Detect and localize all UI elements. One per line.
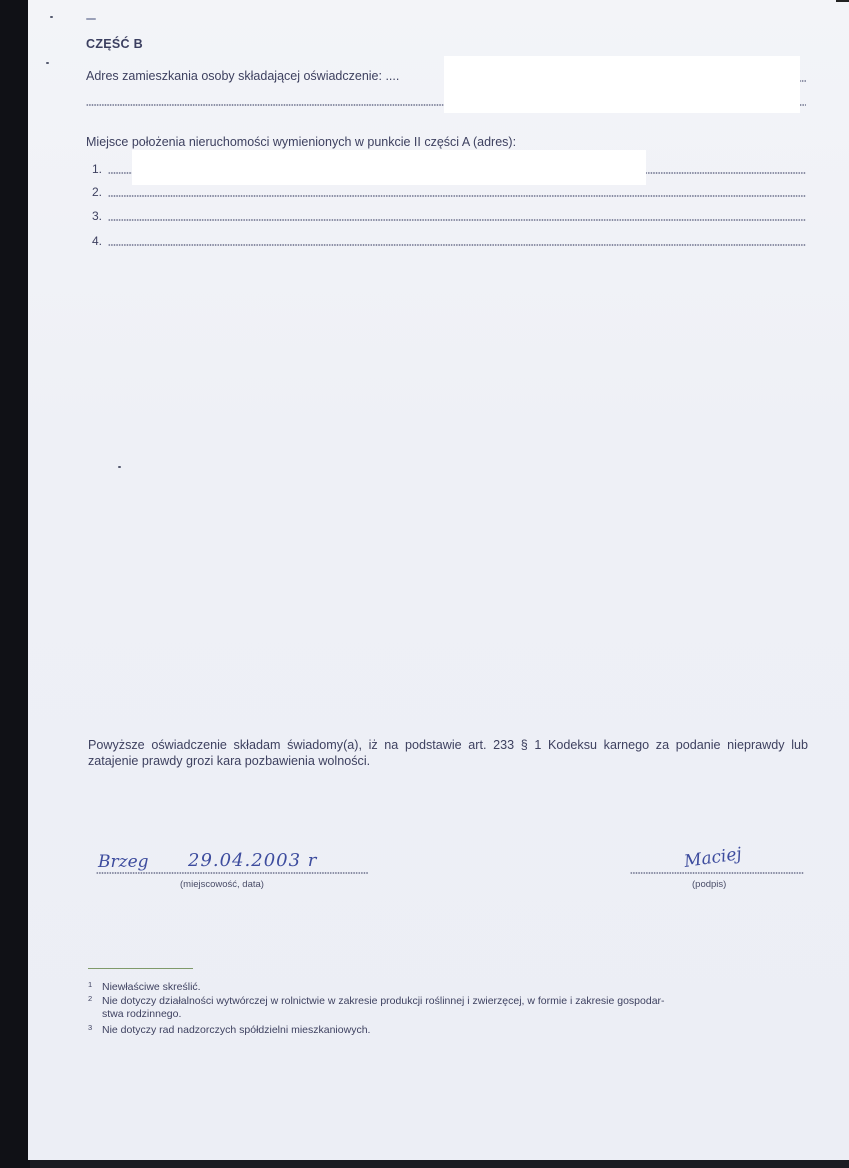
property-dotted-line [108,244,806,246]
scan-speck [46,62,49,64]
statement-text: Powyższe oświadczenie składam świadomy(a), iż na podstawie art. 233 § 1 Kodeksu karnego za podanie nieprawdy lub zatajenie prawdy grozi kara pozbawienia wolności. [88,738,808,768]
address-prompt: Adres zamieszkania osoby składającej oświadczenie: .... [86,69,400,83]
property-item-number: 2. [92,185,103,199]
document-page [28,0,849,1160]
signature-dotted-line [630,872,804,874]
footnote-number: 2 [88,994,93,1003]
scan-speck [50,16,53,18]
scan-speck [118,466,121,468]
handwritten-place: Brzeg [98,852,149,872]
footnote-text: Nie dotyczy działalności wytwórczej w rolnictwie w zakresie produkcji roślinnej i zwierzęcej, w formie i zakresie gospodar- [102,995,665,1007]
footnote-text: Nie dotyczy rad nadzorczych spółdzielni mieszkaniowych. [102,1024,371,1036]
property-dotted-line [108,219,806,221]
footnote-2 [88,992,818,1021]
place-date-dotted-line [96,872,368,874]
property-dotted-line [108,195,806,197]
address-redaction [444,56,800,113]
corner-mark [836,0,849,2]
property-prompt: Miejsce położenia nieruchomości wymienionych w punkcie II części A (adres): [86,135,517,149]
property-redaction [132,150,646,185]
property-item-number: 4. [92,234,103,248]
scan-speck [86,18,96,20]
property-item-number: 1. [92,162,103,176]
section-heading: CZĘŚĆ B [86,37,143,51]
footnote-text: Niewłaściwe skreślić. [102,981,201,993]
place-date-label: (miejscowość, data) [180,879,264,890]
property-item-number: 3. [92,209,103,223]
handwritten-date: 29.04.2003 r [188,850,318,871]
scan-dark-edge [0,0,30,1168]
footnote-number: 3 [88,1023,93,1032]
signature-label: (podpis) [692,879,727,890]
handwritten-signature: Maciej [682,844,743,872]
footnote-3 [88,1021,818,1037]
footnote-separator [88,968,193,969]
footnote-continuation: stwa rodzinnego. [102,1008,182,1020]
footnote-number: 1 [88,980,93,989]
